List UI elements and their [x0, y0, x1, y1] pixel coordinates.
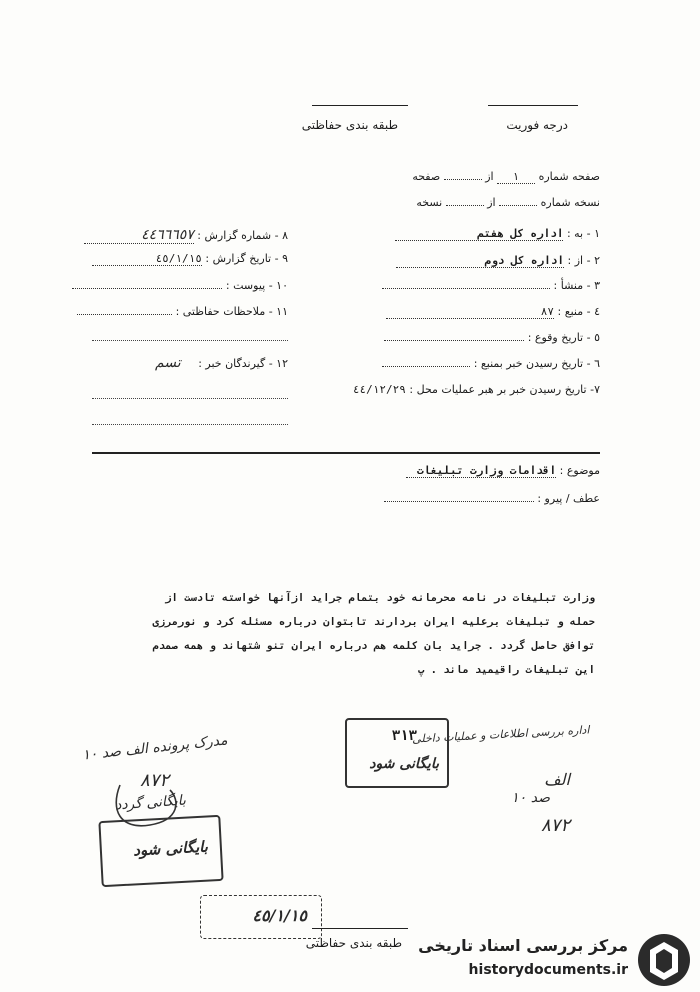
copy-number-label: نسخه شماره: [540, 196, 600, 209]
archive-stamp-right: [345, 718, 449, 788]
origin-label: ٤ - منبع :: [557, 305, 600, 318]
to-label: ١ - به :: [566, 227, 600, 240]
body-line-3: توافق حاصل گردد . جراید بان کلمه هم درباره ایران تنو شتهاند و همه صمدم: [152, 640, 595, 652]
security-notes-label: ١١ - ملاحظات حفاظتی :: [175, 305, 288, 318]
source-row: [382, 279, 600, 292]
security-notes-row: [77, 305, 288, 318]
handwritten-scribble-icon: [110, 780, 190, 840]
recipients-label: ١٢ - گیرندگان خبر :: [198, 357, 288, 370]
report-number-value: ٤٤٦٦٦٥٧: [84, 227, 194, 244]
recipients-row: [155, 355, 288, 371]
body-line-2: حمله و تبلیغات برعلیه ایران بردارند تابتوان درباره مسئله کرد و نورمرزی: [152, 616, 595, 628]
classification-label: طبقه بندی حفاظتی: [301, 118, 398, 132]
source-label: ٣ - منشأ :: [553, 279, 600, 292]
reference-row: [384, 492, 600, 505]
recipients-value: تسم: [154, 355, 181, 371]
right-handwritten-note: اداره بررسی اطلاعات و عملیات داخلی: [412, 723, 591, 746]
classification-rule: [312, 105, 408, 106]
body-line-1: وزارت تبلیغات در نامه محرمانه خود بتمام جراید ازآنها خواسته تادست از: [165, 592, 595, 604]
page-number-label: صفحه شماره: [538, 170, 600, 183]
archive-logo-icon: [636, 932, 692, 988]
left-note-number: ٨٧٢: [140, 770, 170, 791]
from-row: [396, 254, 600, 268]
event-date-label: ٥ - تاریخ وقوع :: [527, 331, 600, 344]
stamp-number: ٣١٣: [391, 728, 417, 744]
copy-word: نسخه: [416, 196, 443, 209]
section-divider: [92, 452, 600, 454]
right-note-number: ٨٧٢: [540, 815, 570, 836]
report-date-row: [92, 252, 288, 266]
received-ops-row: [353, 383, 600, 396]
page-number-value: ١: [497, 170, 535, 184]
right-note-sad: صد ١٠: [511, 790, 550, 806]
stamp-text-right: بایگانی شود: [369, 756, 439, 772]
copy-of-label: از: [487, 196, 496, 209]
origin-row: [386, 305, 600, 319]
copy-number-row: [416, 196, 600, 209]
watermark-logo: [412, 928, 700, 992]
page-word: صفحه: [412, 170, 441, 183]
right-note-alef: الف: [544, 770, 570, 789]
left-note-archive: بایگانی گردد: [114, 792, 187, 814]
stamp-text-left: بایگانی شود: [132, 837, 209, 860]
subject-row: [406, 464, 600, 478]
subject-label: موضوع :: [559, 464, 600, 477]
reference-label: عطف / پیرو :: [537, 492, 600, 505]
page-number-row: [412, 170, 600, 184]
report-number-label: ٨ - شماره گزارش :: [197, 229, 288, 242]
received-source-label: ٦ - تاریخ رسیدن خبر بمنبع :: [473, 357, 600, 370]
attachment-label: ١٠ - پیوست :: [225, 279, 288, 292]
priority-rule: [488, 105, 578, 106]
event-date-row: [384, 331, 600, 344]
report-date-label: ٩ - تاریخ گزارش :: [205, 252, 288, 265]
received-source-row: [382, 357, 600, 370]
to-row: [395, 227, 600, 241]
left-note-file: مدرک پرونده الف صد ١٠: [81, 732, 229, 764]
received-ops-label: ٧- تاریخ رسیدن خبر بر هبر عملیات محل :: [409, 383, 600, 396]
body-line-4: این تبلیغات راقیمید ماند . پ: [417, 664, 595, 676]
footer-classification-rule: [312, 928, 408, 929]
report-date-value: ٤٥/١/١٥: [92, 252, 202, 266]
watermark-url: historydocuments.ir: [468, 962, 628, 978]
footer-classification-label: طبقه بندی حفاظتی: [305, 936, 402, 950]
bottom-date-stamp: [200, 895, 322, 939]
page-of-label: از: [485, 170, 494, 183]
received-ops-value: ٤٤/١٢/٢٩: [352, 383, 406, 396]
origin-value: ٨٧: [386, 305, 554, 319]
attachment-row: [72, 279, 288, 292]
to-value: اداره کل هفتم: [395, 227, 563, 241]
watermark-title: مرکز بررسی اسناد تاریخی: [418, 936, 628, 955]
from-value: اداره کل دوم: [396, 254, 564, 268]
from-label: ٢ - از :: [567, 254, 600, 267]
subject-value: اقدامات وزارت تبلیغات: [406, 464, 556, 478]
priority-label: درجه فوریت: [506, 118, 568, 132]
bottom-date-value: ٤٥/١/١٥: [252, 906, 307, 925]
report-number-row: [84, 227, 288, 244]
